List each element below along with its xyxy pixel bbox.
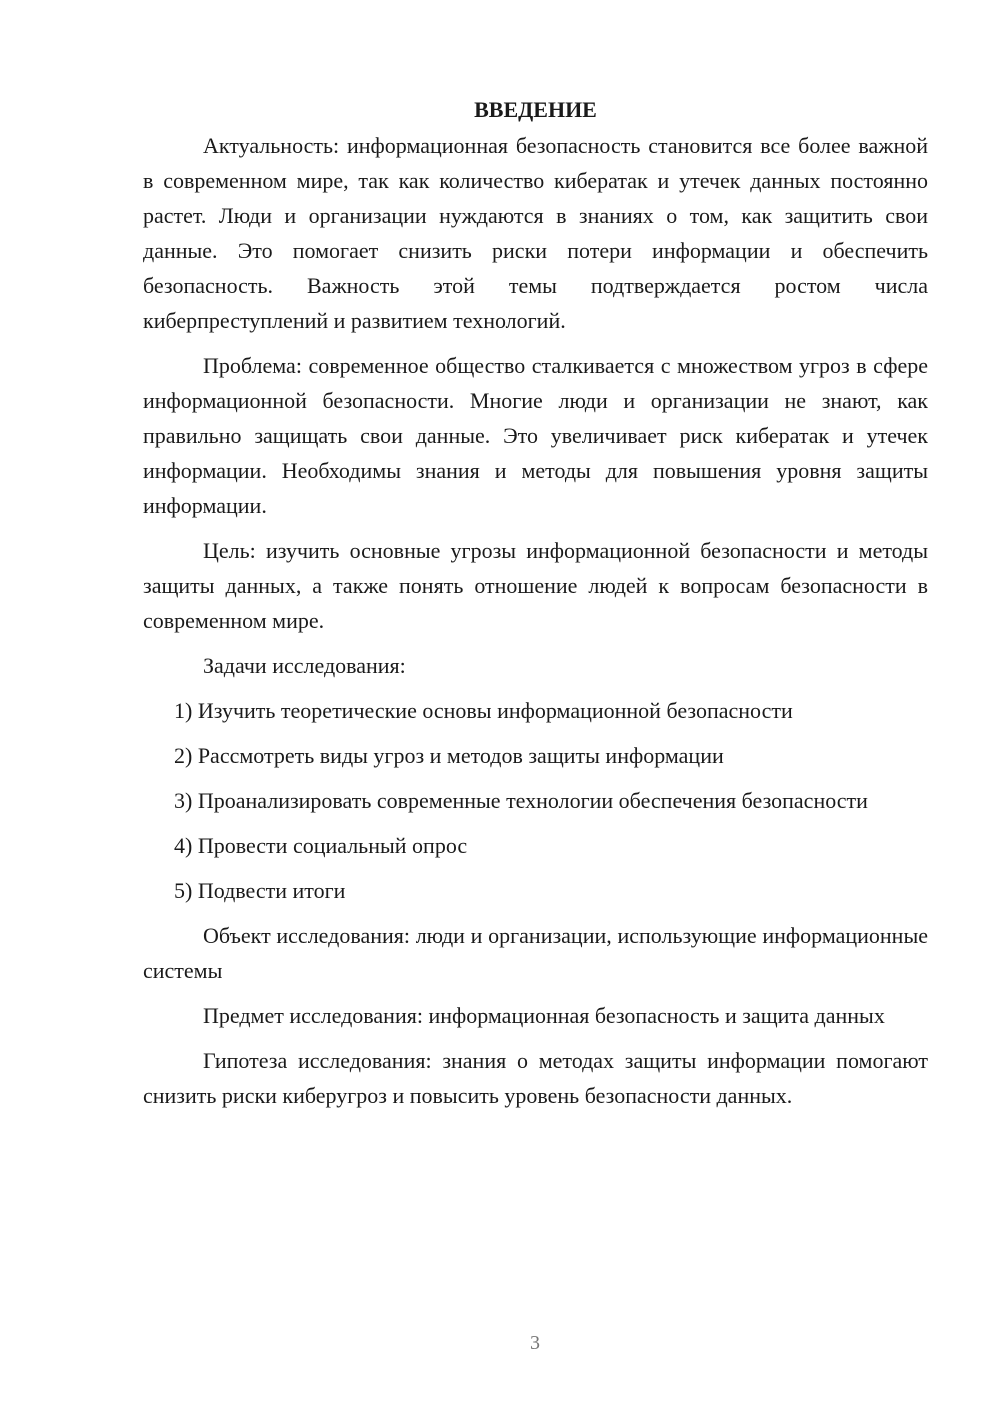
paragraph-subject: Предмет исследования: информационная безопасность и защита данных bbox=[203, 1003, 885, 1028]
paragraph-problem: Проблема: современное общество сталкивается с множеством угроз в сфере информационной безопасности. Многие люди и организации не знают, как правильно защищать свои данные. Это увеличивает риск кибератак и утечек информации. Необходимы знания и методы для повышения уровня защиты информации. bbox=[143, 353, 928, 518]
paragraph-object: Объект исследования: люди и организации, использующие информационные системы bbox=[143, 923, 928, 983]
paragraph-hypothesis: Гипотеза исследования: знания о методах защиты информации помогают снизить риски киберугроз и повысить уровень безопасности данных. bbox=[143, 1048, 928, 1108]
tasks-heading: Задачи исследования: bbox=[203, 653, 406, 678]
task-item-1: 1) Изучить теоретические основы информационной безопасности bbox=[174, 698, 793, 723]
task-item-4: 4) Провести социальный опрос bbox=[174, 833, 468, 858]
task-item-3: 3) Проанализировать современные технологии обеспечения безопасности bbox=[174, 788, 868, 813]
paragraph-relevance: Актуальность: информационная безопасность становится все более важной в современном мире, так как количество кибератак и утечек данных постоянно растет. Люди и организации нуждаются в знаниях о том, как защитить свои данные. Это помогает снизить риски потери информации и обеспечить безопасность. Важность этой темы подтверждается ростом числа киберпреступлений и развитием технологий. bbox=[143, 133, 928, 333]
page-number: 3 bbox=[530, 1332, 540, 1354]
paragraph-goal: Цель: изучить основные угрозы информационной безопасности и методы защиты данных, а также понять отношение людей к вопросам безопасности в современном мире. bbox=[143, 538, 928, 633]
task-item-5: 5) Подвести итоги bbox=[174, 878, 346, 903]
document-page bbox=[143, 92, 928, 1123]
task-item-2: 2) Рассмотреть виды угроз и методов защиты информации bbox=[174, 743, 724, 768]
section-title: ВВЕДЕНИЕ bbox=[474, 97, 597, 122]
